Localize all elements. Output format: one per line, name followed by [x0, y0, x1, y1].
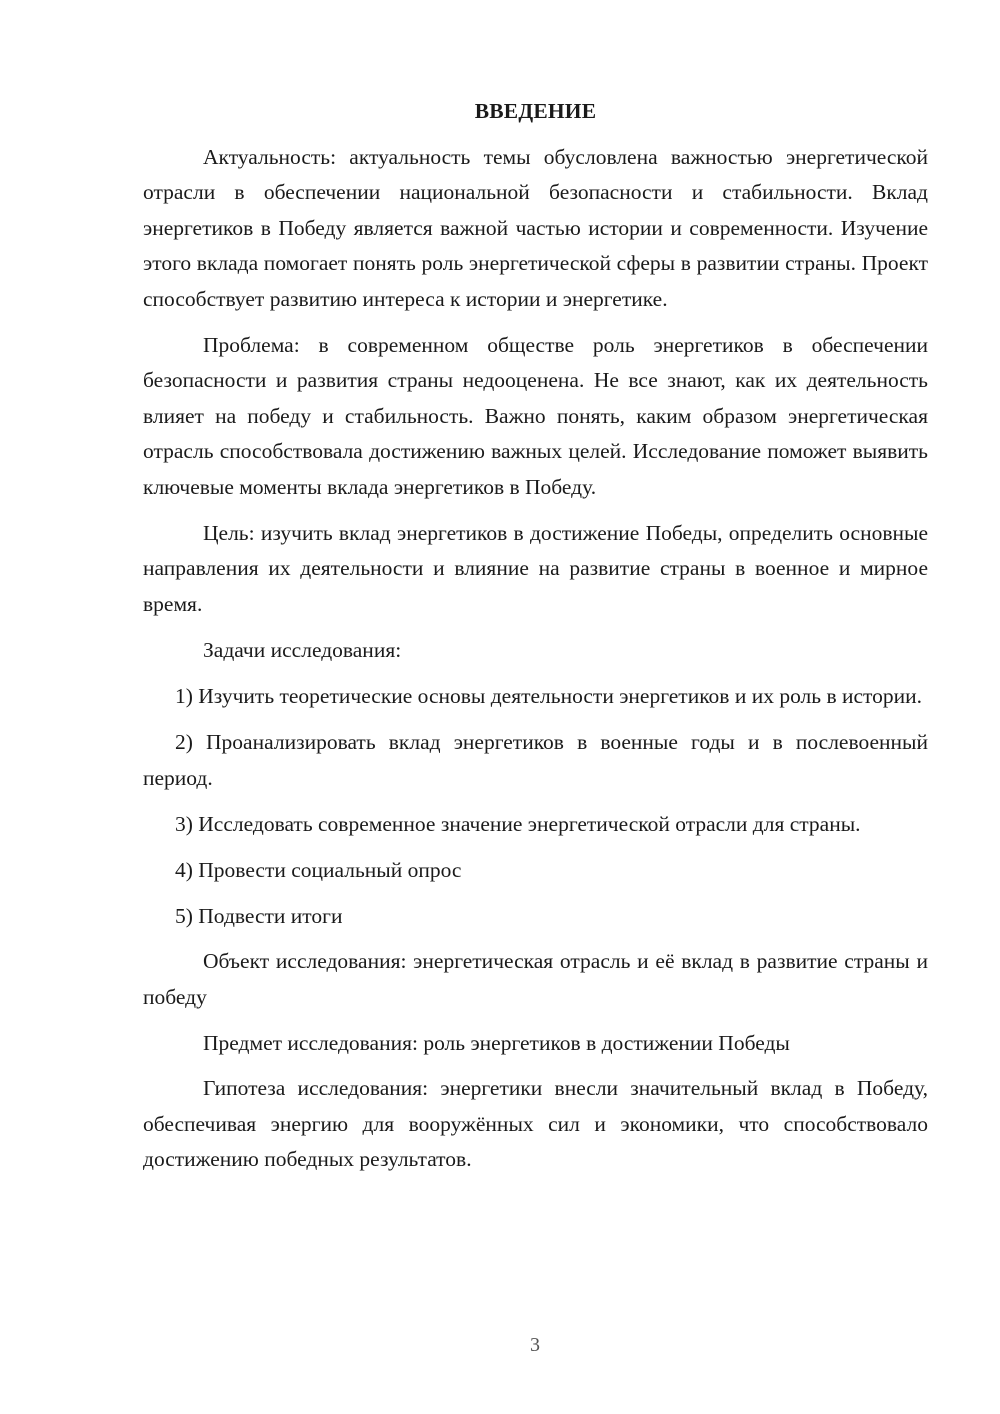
task-item-2: 2) Проанализировать вклад энергетиков в военные годы и в послевоенный период. — [143, 730, 928, 790]
task-item-3: 3) Исследовать современное значение энергетической отрасли для страны. — [175, 811, 861, 836]
object-paragraph: Объект исследования: энергетическая отрасль и её вклад в развитие страны и победу — [143, 949, 928, 1009]
page-number: 3 — [530, 1334, 540, 1356]
task-item-1: 1) Изучить теоретические основы деятельности энергетиков и их роль в истории. — [175, 683, 923, 708]
relevance-paragraph: Актуальность: актуальность темы обусловлена важностью энергетической отрасли в обеспечении национальной безопасности и стабильности. Вклад энергетиков в Победу является важной частью истории и современности. Изучение этого вклада помогает понять роль энергетической сферы в развитии страны. Проект способствует развитию интереса к истории и энергетике. — [143, 145, 928, 311]
task-item-4: 4) Провести социальный опрос — [175, 858, 462, 883]
goal-paragraph: Цель: изучить вклад энергетиков в достижение Победы, определить основные направления их деятельности и влияние на развитие страны в военное и мирное время. — [143, 521, 928, 616]
task-item-5: 5) Подвести итоги — [175, 903, 343, 928]
tasks-heading: Задачи исследования: — [203, 638, 402, 663]
problem-paragraph: Проблема: в современном обществе роль энергетиков в обеспечении безопасности и развития страны недооценена. Не все знают, как их деятельность влияет на победу и стабильность. Важно понять, каким образом энергетическая отрасль способствовала достижению важных целей. Исследование поможет выявить ключевые моменты вклада энергетиков в Победу. — [143, 333, 928, 499]
hypothesis-paragraph: Гипотеза исследования: энергетики внесли значительный вклад в Победу, обеспечивая энергию для вооружённых сил и экономики, что способствовало достижению победных результатов. — [143, 1076, 928, 1172]
document-page — [143, 96, 928, 1189]
section-title: ВВЕДЕНИЕ — [474, 99, 597, 123]
subject-paragraph: Предмет исследования: роль энергетиков в достижении Победы — [203, 1030, 790, 1055]
